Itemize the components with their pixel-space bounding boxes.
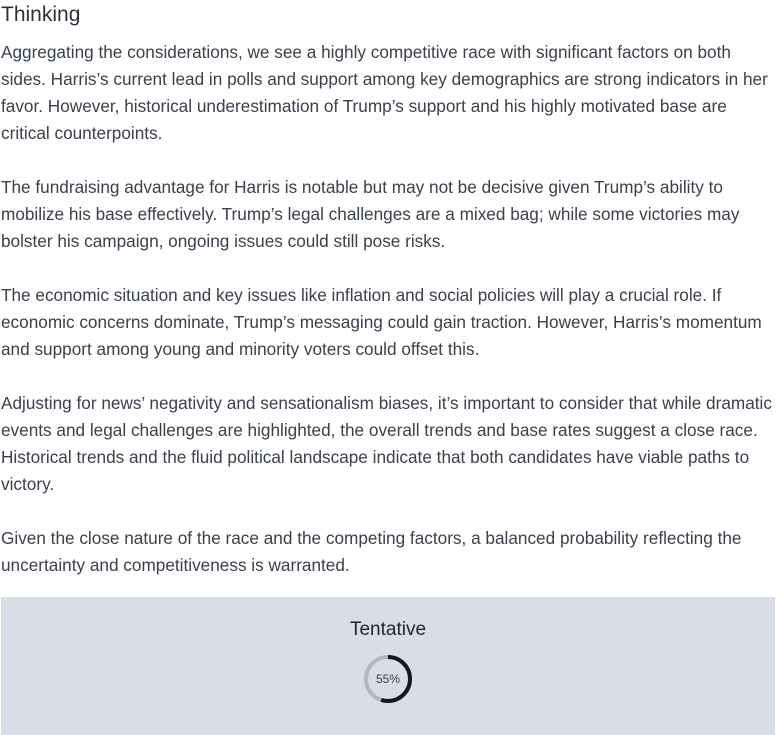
- forecast-label: Tentative: [349, 619, 427, 640]
- thinking-body: [1, 39, 773, 606]
- probability-value: 55%: [375, 672, 401, 686]
- paragraph: The economic situation and key issues like inflation and social policies will play a crucial role. If economic concerns dominate, Trump’s messaging could gain traction. However, Harris’s momentum and support among young and minority voters could offset this.: [1, 285, 762, 359]
- paragraph: Aggregating the considerations, we see a highly competitive race with significant factors on both sides. Harris’s current lead in polls and support among key demographics are strong indicators in her favor. However, historical underestimation of Trump’s support and his highly motivated base are critical counterpoints.: [1, 42, 768, 143]
- probability-gauge: [363, 654, 413, 704]
- paragraph: Given the close nature of the race and the competing factors, a balanced probability reflecting the uncertainty and competitiveness is warranted.: [1, 528, 742, 575]
- paragraph: Adjusting for news’ negativity and sensationalism biases, it’s important to consider that while dramatic events and legal challenges are highlighted, the overall trends and base rates suggest a close race. Historical trends and the fluid political landscape indicate that both candidates have viable paths to victory.: [1, 393, 772, 494]
- forecast-panel: [1, 597, 775, 735]
- paragraph: The fundraising advantage for Harris is notable but may not be decisive given Trump’s ability to mobilize his base effectively. Trump’s legal challenges are a mixed bag; while some victories may bolster his campaign, ongoing issues could still pose risks.: [1, 177, 740, 251]
- thinking-heading: Thinking: [1, 3, 81, 26]
